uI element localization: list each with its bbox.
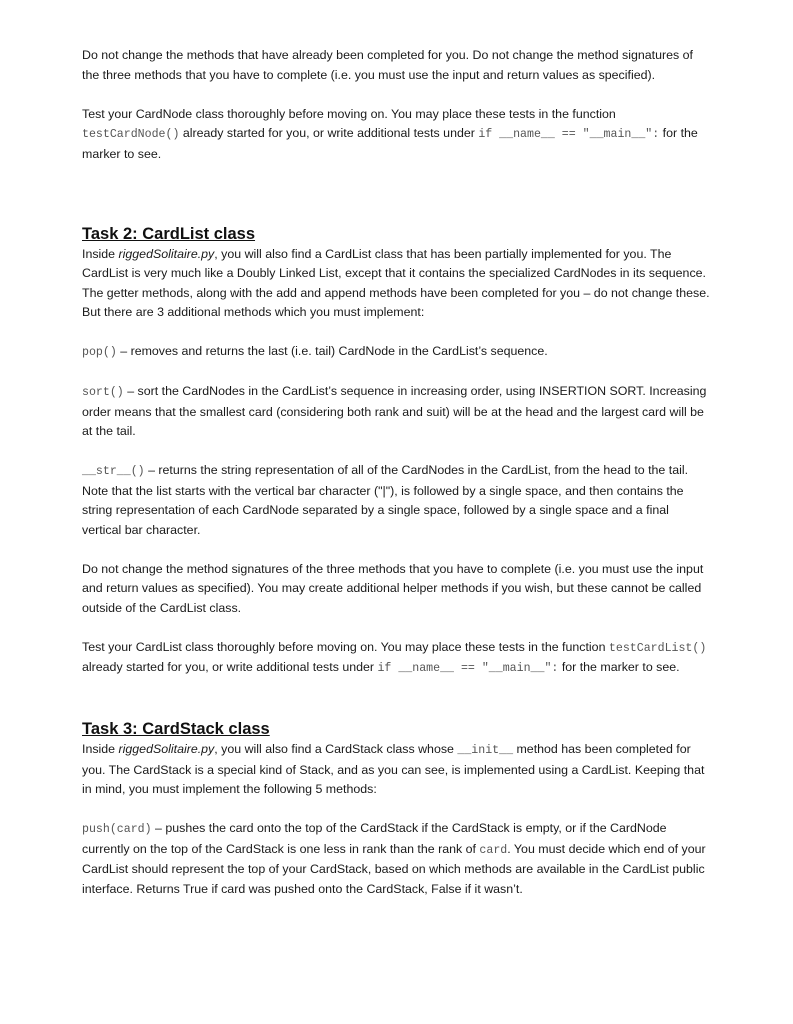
inline-code-push: push(card) [82,823,152,836]
inline-code-testcardnode: testCardNode() [82,128,180,141]
intro-paragraph-1: Do not change the methods that have already been completed for you. Do not change the method signatures of the three methods that you have to complete (i.e. you must use the input and return values as specified). [82,48,693,82]
task2-heading: Task 2: CardList class [82,224,256,243]
text-run: method has been completed for you. The CardStack is a special kind of Stack, and as you can see, is implemented using a CardList. Keeping that in mind, you must implement the following 5 methods: [82,742,705,796]
text-run: for the marker to see. [558,660,680,674]
inline-code-init: __init__ [457,744,514,757]
task2-intro-paragraph [82,245,710,323]
inline-code-sort: sort() [82,386,124,399]
inline-code-pop: pop() [82,346,117,359]
filename: riggedSolitaire.py [118,246,215,261]
task3-push-paragraph [82,819,710,899]
text-run: Inside [82,742,119,756]
document-body [82,46,710,919]
text-run: for the marker to see. [82,126,698,161]
inline-code-str: __str__() [82,465,145,478]
task2-pop-paragraph [82,342,710,363]
text-run: Test your CardList class thoroughly before moving on. You may place these tests in the function [82,639,609,654]
inline-code-main-guard: if __name__ == "__main__": [478,128,660,141]
text-run: . You must decide which end of your CardList should represent the top of your CardStack, based on which methods are available in the CardList public interface. Returns True if card was pushed onto the CardStack, False if it wasn’t. [82,841,706,896]
text-run: already started for you, or write additional tests under [82,660,378,674]
text-run: Inside [82,246,119,261]
text-run: – removes and returns the last (i.e. tail) CardNode in the CardList’s sequence. [116,344,548,358]
intro-paragraph-2 [82,105,710,165]
task3-heading: Task 3: CardStack class [82,720,270,738]
task2-signature-paragraph: Do not change the method signatures of the three methods that you have to complete (i.e. you must use the input and return values as specified). You may create additional helper methods if you wish, but these cannot be called outside of the CardList class. [82,561,704,615]
filename: riggedSolitaire.py [118,742,215,756]
text-run: Test your CardNode class thoroughly before moving on. You may place these tests in the function [82,106,616,121]
task2-sort-paragraph [82,382,710,442]
text-run: , you will also find a CardStack class whose [214,742,458,756]
task2-str-paragraph [82,461,710,540]
inline-code-card: card [479,843,508,857]
text-run: , you will also find a CardList class that has been partially implemented for you. The CardList is very much like a Doubly Linked List, except that it contains the specialized CardNodes in its sequence. The getter methods, along with the add and append methods have been completed for you – do not change these. But there are 3 additional methods which you must implement: [82,246,710,319]
text-run: – sort the CardNodes in the CardList’s sequence in increasing order, using INSERTION SORT. Increasing order means that the smallest card (considering both rank and suit) will be at the head and the largest card will be at the tail. [82,384,707,438]
text-run: – returns the string representation of all of the CardNodes in the CardList, from the head to the tail. Note that the list starts with the vertical bar character ("|"), is followed by a single space, and then contains the string representation of each CardNode separated by a single space, followed by a single space and a final vertical bar character. [82,463,689,537]
text-run: already started for you, or write additional tests under [179,126,479,140]
task3-intro-paragraph [82,740,710,800]
text-run: – pushes the card onto the top of the CardStack if the CardStack is empty, or if the CardNode currently on the top of the CardStack is one less in rank than the rank of [82,821,667,856]
section-gap [82,184,710,223]
section-gap [82,698,710,718]
task2-test-paragraph [82,638,710,679]
inline-code-main-guard: if __name__ == "__main__": [377,662,559,675]
inline-code-testcardlist: testCardList() [608,641,707,655]
